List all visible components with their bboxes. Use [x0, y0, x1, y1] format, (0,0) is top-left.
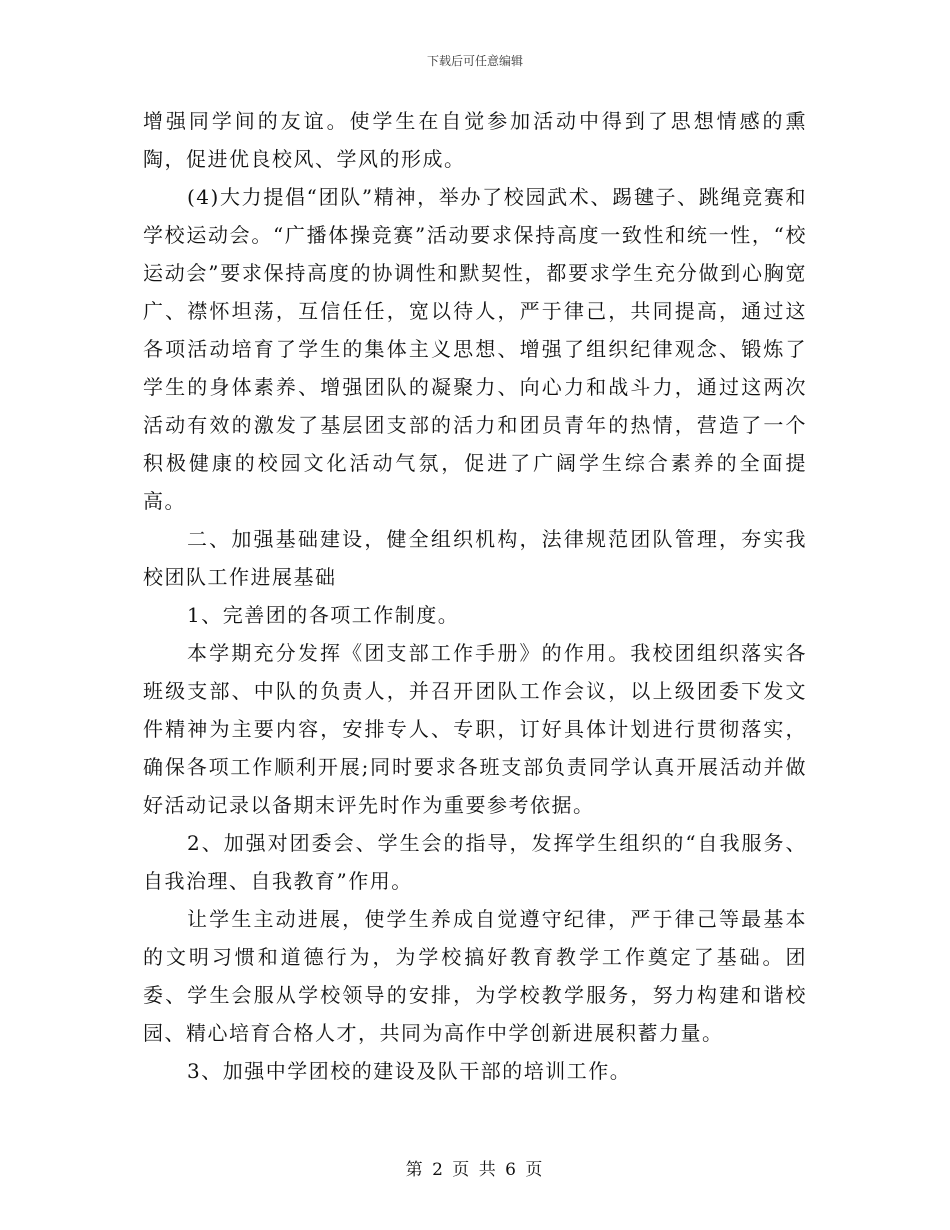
- paragraph-work-manual: 本学期充分发挥《团支部工作手册》的作用。我校团组织落实各班级支部、中队的负责人，并召开团队工作会议，以上级团委下发文件精神为主要内容，安排专人、专职，订好具体计划进行贯彻落实，确保各项工作顺利开展;同时要求各班支部负责同学认真开展活动并做好活动记录以备期末评先时作为重要参考依据。: [143, 641, 807, 817]
- subheading-1: 1、完善团的各项工作制度。: [187, 603, 460, 627]
- paragraph-student-initiative: 让学生主动进展，使学生养成自觉遵守纪律，严于律己等最基本的文明习惯和道德行为，为学校搞好教育教学工作奠定了基础。团委、学生会服从学校领导的安排，为学校教学服务，努力构建和谐校园、精心培育合格人才，共同为高作中学创新进展积蓄力量。: [143, 907, 807, 1045]
- paragraph-team-spirit: (4)大力提倡“团队”精神，举办了校园武术、踢毽子、跳绳竞赛和学校运动会。“广播体操竞赛”活动要求保持高度一致性和统一性，“校运动会”要求保持高度的协调性和默契性，都要求学生充分做到心胸宽广、襟怀坦荡，互信任任，宽以待人，严于律己，共同提高，通过这各项活动培育了学生的集体主义思想、增强了组织纪律观念、锻炼了学生的身体素养、增强团队的凝聚力、向心力和战斗力，通过这两次活动有效的激发了基层团支部的活力和团员青年的热情，营造了一个积极健康的校园文化活动气氛，促进了广阔学生综合素养的全面提高。: [143, 185, 807, 513]
- page-footer: 第 2 页 共 6 页: [405, 1160, 545, 1180]
- subheading-3: 3、加强中学团校的建设及队干部的培训工作。: [187, 1059, 632, 1083]
- section-heading-2: 二、加强基础建设，健全组织机构，法律规范团队管理，夯实我校团队工作进展基础: [143, 527, 807, 589]
- page-header: 下载后可任意编辑: [426, 54, 523, 68]
- paragraph-continuation: 增强同学间的友谊。使学生在自觉参加活动中得到了思想情感的熏陶，促进优良校风、学风的形成。: [143, 109, 807, 171]
- subheading-2: 2、加强对团委会、学生会的指导，发挥学生组织的“自我服务、自我治理、自我教育”作用。: [143, 831, 807, 893]
- document-body: [143, 102, 807, 1090]
